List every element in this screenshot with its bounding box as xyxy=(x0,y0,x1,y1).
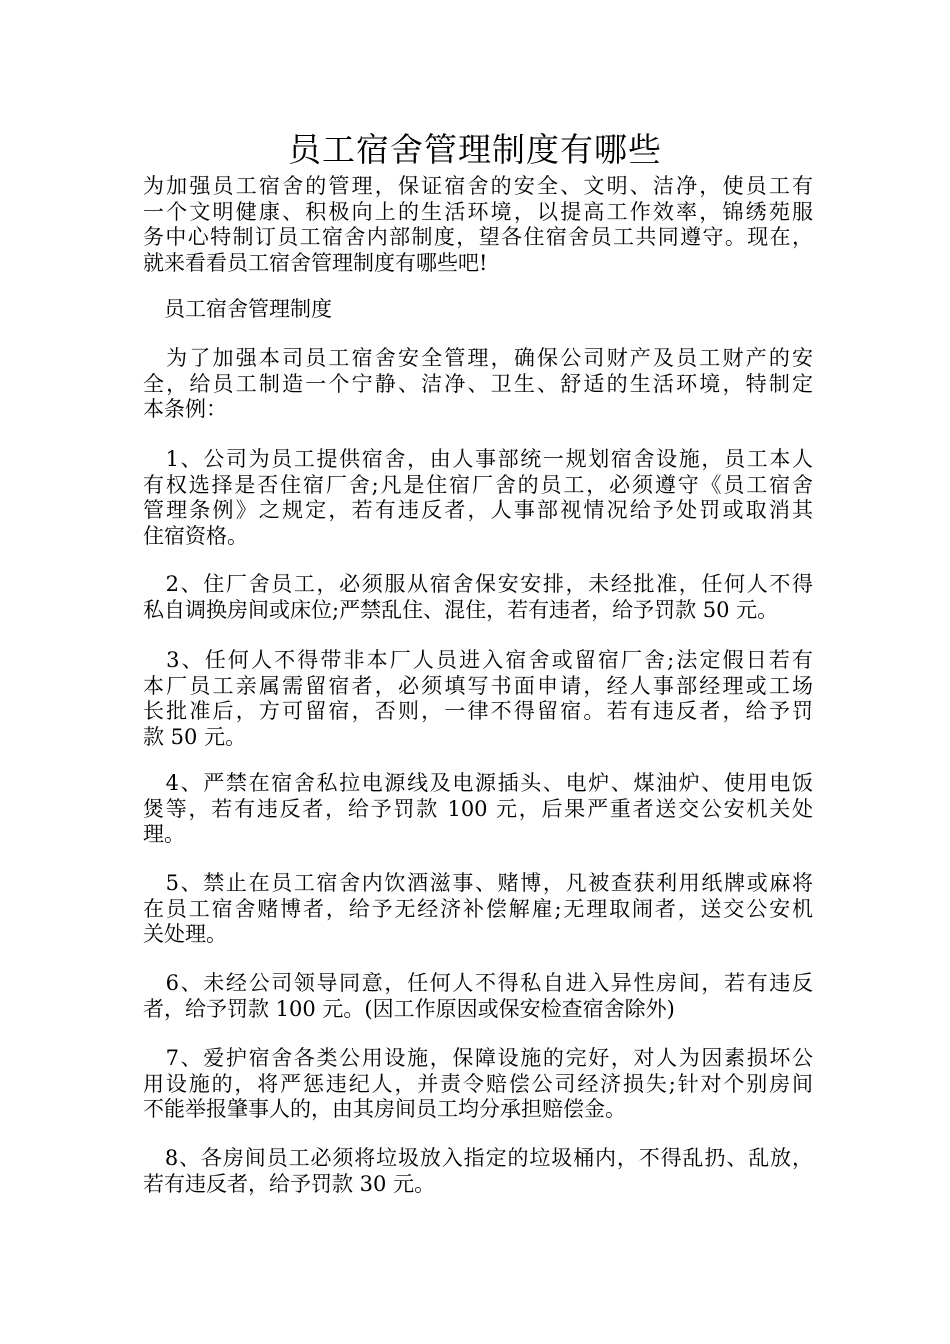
text-line: 用设施的，将严惩违纪人，并责令赔偿公司经济损失;针对个别房间 xyxy=(143,1071,813,1096)
text-line: 理。 xyxy=(143,822,185,846)
text-line: 员工宿舍管理制度 xyxy=(143,297,332,321)
text-line: 若有违反者，给予罚款 30 元。 xyxy=(143,1171,436,1196)
text-line: 本条例： xyxy=(143,397,227,421)
text-line: 8、各房间员工必须将垃圾放入指定的垃圾桶内，不得乱扔、乱放， xyxy=(143,1146,813,1170)
rule-paragraph-7 xyxy=(143,1046,813,1123)
rule-paragraph-6 xyxy=(143,971,813,1022)
text-line: 者，给予罚款 100 元。(因工作原因或保安检查宿舍除外) xyxy=(143,996,675,1021)
text-line: 就来看看员工宿舍管理制度有哪些吧! xyxy=(143,250,488,275)
text-line: 为了加强本司员工宿舍安全管理，确保公司财产及员工财产的安 xyxy=(143,346,813,370)
intro-paragraph xyxy=(143,174,813,276)
rule-paragraph-4 xyxy=(143,771,813,848)
text-line: 1、公司为员工提供宿舍，由人事部统一规划宿舍设施，员工本人 xyxy=(143,447,813,471)
preamble-paragraph xyxy=(143,346,813,423)
text-line: 3、任何人不得带非本厂人员进入宿舍或留宿厂舍;法定假日若有 xyxy=(143,648,813,672)
text-line: 本厂员工亲属需留宿者，必须填写书面申请，经人事部经理或工场 xyxy=(143,673,813,698)
text-line: 管理条例》之规定，若有违反者，人事部视情况给予处罚或取消其 xyxy=(143,498,813,522)
document-title: 员工宿舍管理制度有哪些 xyxy=(288,130,662,169)
text-line: 为加强员工宿舍的管理，保证宿舍的安全、文明、洁净，使员工有 xyxy=(143,174,813,198)
text-line: 煲等，若有违反者，给予罚款 100 元，后果严重者送交公安机关处 xyxy=(143,796,813,821)
text-line: 长批准后，方可留宿，否则，一律不得留宿。若有违反者，给予罚 xyxy=(143,699,813,723)
text-line: 务中心特制订员工宿舍内部制度，望各住宿舍员工共同遵守。现在， xyxy=(143,225,813,249)
text-line: 4、严禁在宿舍私拉电源线及电源插头、电炉、煤油炉、使用电饭 xyxy=(143,771,813,795)
text-line: 有权选择是否住宿厂舍;凡是住宿厂舍的员工，必须遵守《员工宿舍 xyxy=(143,472,813,497)
rule-paragraph-1 xyxy=(143,447,813,549)
text-line: 6、未经公司领导同意，任何人不得私自进入异性房间，若有违反 xyxy=(143,971,813,995)
section-heading xyxy=(143,297,813,323)
rule-paragraph-3 xyxy=(143,648,813,750)
text-line: 2、住厂舍员工，必须服从宿舍保安安排，未经批准，任何人不得 xyxy=(143,572,813,596)
text-line: 不能举报肇事人的，由其房间员工均分承担赔偿金。 xyxy=(143,1097,626,1121)
rule-paragraph-5 xyxy=(143,871,813,948)
text-line: 住宿资格。 xyxy=(143,523,248,548)
text-line: 关处理。 xyxy=(143,922,227,946)
text-line: 在员工宿舍赌博者，给予无经济补偿解雇;无理取闹者，送交公安机 xyxy=(143,896,813,921)
text-line: 全，给员工制造一个宁静、洁净、卫生、舒适的生活环境，特制定 xyxy=(143,371,813,396)
text-line: 5、禁止在员工宿舍内饮酒滋事、赌博，凡被查获利用纸牌或麻将 xyxy=(143,871,813,895)
rule-paragraph-2 xyxy=(143,572,813,623)
text-line: 一个文明健康、积极向上的生活环境，以提高工作效率，锦绣苑服 xyxy=(143,199,813,224)
text-line: 7、爱护宿舍各类公用设施，保障设施的完好，对人为因素损坏公 xyxy=(143,1046,813,1070)
text-line: 款 50 元。 xyxy=(143,724,247,749)
rule-paragraph-8 xyxy=(143,1146,813,1197)
text-line: 私自调换房间或床位;严禁乱住、混住，若有违者，给予罚款 50 元。 xyxy=(143,597,779,622)
